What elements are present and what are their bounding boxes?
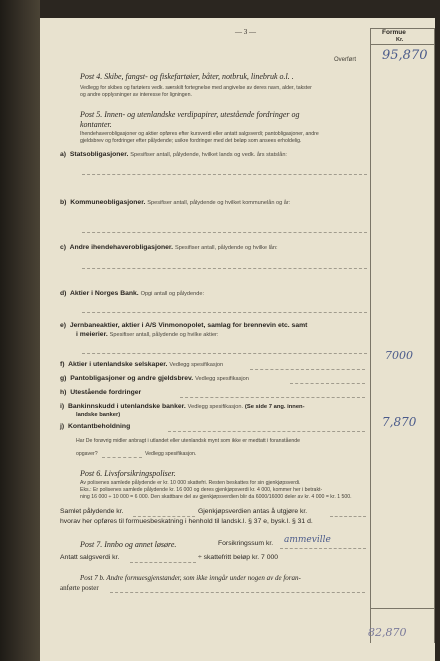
form-sheet: [40, 18, 435, 661]
item-i-label: Bankinnskudd i utenlandske banker.: [67, 403, 186, 410]
item-e: [60, 322, 307, 329]
item-d: [60, 290, 204, 297]
item-h: [60, 389, 141, 396]
item-a-label: Statsobligasjoner.: [69, 151, 129, 158]
total-rule: [370, 608, 434, 609]
item-a-spec: Spesifiser antall, pålydende, hvilket lands og vedk. års statslån:: [130, 152, 287, 158]
item-j-letter: j): [60, 423, 65, 430]
post4-title: Post 4. Skibe, fangst- og fiskefartøier, båter, notbruk, linebruk o.l. .: [80, 72, 294, 81]
item-b-letter: b): [60, 199, 67, 206]
post5-note-cont: gjeldsbrev og fordringer efter pålydende; usikre fordringer med det beløp som ansees erholdelig.: [80, 138, 302, 144]
post7-title: Post 7. Innbo og annet løsøre.: [80, 540, 177, 549]
column-header-rule: [370, 44, 434, 45]
post6-example-cont: ning 16 000 ÷ 10 000 = 6 000. Den skattbare del av gjenkjøpsverdien blir da 6000/16000 deler av kr. 4 000 = kr. 1 500.: [80, 494, 352, 500]
item-c: [60, 244, 278, 251]
post4-note-cont: og andre opplysninger av interesse for ligningen.: [80, 92, 192, 98]
item-g-spec: Vedlegg spesifikasjon: [195, 376, 249, 382]
post7b-text: Post 7 b. Andre formuesgjenstander, som ikke inngår under nogen av de foran-: [80, 574, 301, 582]
item-c-line: [82, 268, 367, 269]
item-f-spec: Vedlegg spesifikasjon: [169, 362, 224, 368]
post6-taxable-line: hvorav her opføres til formuesbeskatning i henhold til landsk.l. § 37 e, bysk.l. § 31 d.: [60, 518, 313, 525]
item-j-label: Kontantbeholdning: [67, 423, 131, 430]
total-amount: 82,870: [368, 626, 407, 639]
item-a-line: [82, 174, 367, 175]
item-c-label: Andre ihendehaverobligasjoner.: [69, 244, 174, 251]
foreign-answer-field[interactable]: [102, 457, 142, 458]
post7b-line-cont: anførte poster: [60, 584, 99, 592]
item-e-letter: e): [60, 322, 67, 329]
item-c-spec: Spesifiser antall, pålydende og hvilke lån:: [174, 245, 278, 251]
post6-title: Post 6. Livsforsikringspoliser.: [80, 469, 176, 478]
post4-note: Vedlegg for skibes og fartøiers vedk. særskilt fortegnelse med angivelse av deres navn, alder, takster: [80, 85, 312, 91]
column-unit: Kr.: [396, 37, 404, 43]
item-g: [60, 375, 249, 382]
post7-sale-value-field[interactable]: [130, 562, 196, 563]
item-e-label-cont: i meierier.: [76, 331, 108, 338]
binding-edge: [0, 0, 40, 661]
overfort-value: 95,870: [382, 48, 428, 63]
item-f: [60, 361, 223, 368]
post7-sale-value-label: Antatt salgsverdi kr.: [60, 554, 120, 561]
item-h-label: Utestående fordringer: [70, 389, 142, 396]
post6-surrender-field[interactable]: [330, 516, 366, 517]
post5-title: Post 5. Innen- og utenlandske verdipapirer, utestående fordringer og: [80, 110, 300, 119]
column-title: Formue: [382, 29, 406, 36]
post5-note: Ihendehaverobligasjoner og aktier opføres efter kursverdi eller antatt salgsverdi; pantobligasjoner, andre: [80, 131, 319, 137]
item-b-line: [82, 232, 367, 233]
foreign-answer-label: opgaver?: [76, 451, 98, 457]
amount-column-edge: [434, 28, 435, 643]
item-f-letter: f): [60, 361, 65, 368]
item-e-label: Jernbaneaktier, aktier i A/S Vinmonopolet, samlag for brennevin etc. samt: [69, 322, 308, 329]
item-d-label: Aktier i Norges Bank.: [69, 290, 139, 297]
post7b-line: [80, 574, 301, 582]
foreign-question: Har De forøvrig midler anbragt i utlandet eller utenlandsk mynt som ikke er medtatt i foranstående: [76, 438, 301, 444]
item-f-amount: 7000: [385, 349, 413, 362]
overfort-label: Overført: [334, 57, 356, 63]
amount-column-divider: [370, 28, 371, 643]
post7b-field[interactable]: [110, 592, 365, 593]
item-g-leader: [290, 383, 365, 384]
item-j-leader: [168, 431, 365, 432]
item-i-spec: Vedlegg spesifikasjon.: [187, 404, 244, 410]
item-e-line: [82, 353, 367, 354]
item-h-leader: [180, 397, 365, 398]
item-g-letter: g): [60, 375, 67, 382]
item-h-letter: h): [60, 389, 67, 396]
post7-insured-hand: ammeville: [284, 535, 331, 545]
post6-face-value-label: Samlet pålydende kr.: [60, 508, 124, 515]
post6-example: Eks.: Er polisenes samlede pålydende kr. 16 000 og deres gjenkjøpsverdi kr. 4 000, kommer her i betrakt-: [80, 487, 323, 493]
item-i-cont: landske banker): [76, 412, 121, 418]
item-d-letter: d): [60, 290, 67, 297]
item-j-amount: 7,870: [382, 415, 417, 429]
item-b: [60, 199, 290, 206]
item-c-letter: c): [60, 244, 67, 251]
item-a: [60, 151, 287, 158]
post7-insured-label: Forsikringssum kr.: [218, 540, 274, 547]
item-d-line: [82, 312, 367, 313]
item-i-see: (Se side 7 ang. innen-: [244, 404, 305, 410]
foreign-attach: Vedlegg spesifikasjon.: [145, 451, 197, 457]
post7-exempt: ÷ skattefritt beløp kr. 7 000: [198, 554, 279, 561]
item-f-leader: [250, 369, 365, 370]
item-b-label: Kommuneobligasjoner.: [70, 199, 146, 206]
item-g-label: Pantobligasjoner og andre gjeldsbrev.: [70, 375, 194, 382]
item-a-letter: a): [60, 151, 67, 158]
item-i-letter: i): [60, 403, 65, 410]
item-j: [60, 423, 130, 430]
item-i: [60, 403, 305, 410]
item-b-spec: Spesifiser antall, pålydende og hvilket kommunelån og år:: [147, 200, 291, 206]
item-e-spec: Spesifiser antall, pålydende og hvilke aktier:: [109, 332, 219, 338]
item-d-spec: Opgi antall og pålydende:: [140, 291, 205, 297]
page-number: — 3 —: [235, 28, 256, 36]
item-e-cont: [76, 331, 218, 338]
post7-insured-field[interactable]: [280, 548, 366, 549]
post6-note: Av polisenes samlede pålydende er kr. 10 000 skattefri. Resten beskattes for sin gjenkjøpsverdi.: [80, 480, 301, 486]
post6-face-value-field[interactable]: [133, 516, 195, 517]
item-f-label: Aktier i utenlandske selskaper.: [68, 361, 168, 368]
post5-title-cont: kontanter.: [80, 120, 112, 129]
post6-surrender-label: Gjenkjøpsverdien antas å utgjøre kr.: [198, 508, 308, 515]
